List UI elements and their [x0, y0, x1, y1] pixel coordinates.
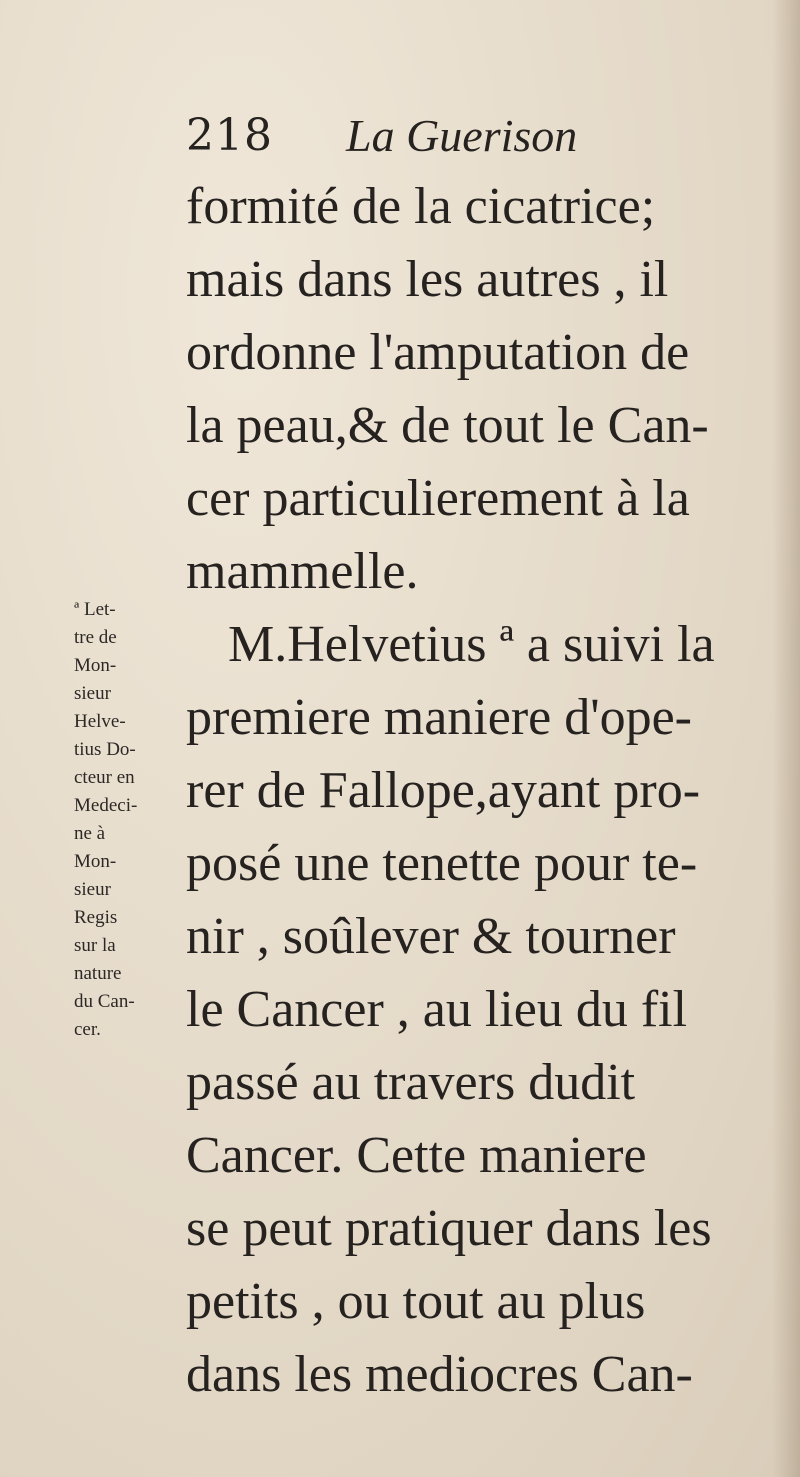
- text-line: M.Helvetius ª a suivi la: [228, 616, 715, 673]
- text-line: la peau,& de tout le Can-: [186, 397, 709, 454]
- text-line: dans les mediocres Can-: [186, 1346, 693, 1403]
- text-line: Cancer. Cette maniere: [186, 1127, 647, 1184]
- text-line: cer particulierement à la: [186, 470, 690, 527]
- text-line: ordonne l'amputation de: [186, 324, 690, 381]
- running-title: La Guerison: [346, 110, 578, 161]
- text-line: petits , ou tout au plus: [186, 1273, 646, 1330]
- text-line: se peut pratiquer dans les: [186, 1200, 712, 1257]
- text-line: formité de la cicatrice;: [186, 178, 656, 235]
- marginal-note-line: ne à: [74, 823, 106, 844]
- marginal-note-line: ª Let-: [74, 599, 116, 620]
- marginal-note-line: du Can-: [74, 991, 135, 1012]
- marginal-note-line: Mon-: [74, 851, 117, 872]
- marginal-note-line: nature: [74, 963, 122, 984]
- marginal-note-line: Medeci-: [74, 795, 138, 816]
- page-header: [186, 106, 706, 166]
- text-line: premiere maniere d'ope-: [186, 689, 692, 746]
- page-number: 218: [186, 110, 273, 161]
- marginal-note: [74, 596, 186, 1044]
- marginal-note-line: Helve-: [74, 711, 126, 732]
- marginal-note-line: cteur en: [74, 767, 135, 788]
- page-edge-shadow: [772, 0, 800, 1477]
- text-line: mammelle.: [186, 543, 419, 600]
- marginal-note-line: cer.: [74, 1019, 101, 1040]
- marginal-note-line: Regis: [74, 907, 118, 928]
- text-line: le Cancer , au lieu du fil: [186, 981, 688, 1038]
- text-line: nir , soûlever & tourner: [186, 908, 676, 965]
- marginal-note-line: sieur: [74, 683, 111, 704]
- text-line: posé une tenette pour te-: [186, 835, 698, 892]
- marginal-note-line: Mon-: [74, 655, 117, 676]
- marginal-note-line: sur la: [74, 935, 116, 956]
- main-text-block: [186, 170, 776, 1411]
- marginal-note-line: sieur: [74, 879, 111, 900]
- text-line: mais dans les autres , il: [186, 251, 669, 308]
- marginal-note-line: tre de: [74, 627, 117, 648]
- text-line: rer de Fallope,ayant pro-: [186, 762, 701, 819]
- marginal-note-line: tius Do-: [74, 739, 136, 760]
- text-line: passé au travers dudit: [186, 1054, 636, 1111]
